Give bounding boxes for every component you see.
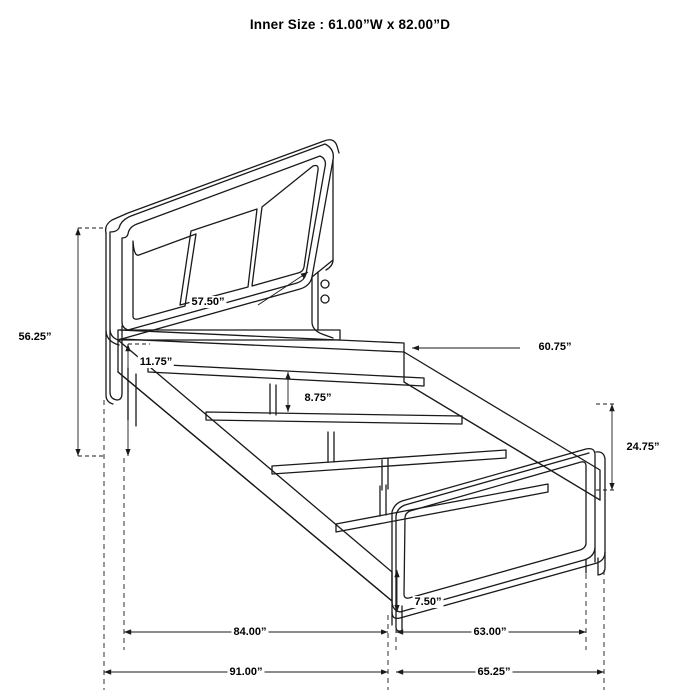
dimension-label-footboard-height: 24.75” [626, 441, 660, 453]
dimension-label-rail-to-floor-height: 11.75” [139, 356, 173, 368]
dimension-label-footboard-width: 63.00” [473, 626, 507, 638]
dimension-label-slat-height: 8.75” [304, 392, 332, 404]
dimension-label-headboard-panel-height: 57.50” [191, 296, 225, 308]
dimension-label-side-rail-length: 84.00” [233, 626, 267, 638]
dimension-label-headboard-height-overall: 56.25” [18, 331, 52, 343]
bed-outline [106, 140, 605, 631]
dimension-label-overall-length: 91.00” [229, 666, 263, 678]
dimension-label-footboard-clearance: 7.50” [414, 596, 442, 608]
dimension-label-overall-width: 65.25” [477, 666, 511, 678]
dimension-lines [78, 228, 616, 690]
page-title: Inner Size : 61.00”W x 82.00”D [249, 17, 451, 32]
dimension-label-bed-inner-width: 60.75” [538, 341, 572, 353]
